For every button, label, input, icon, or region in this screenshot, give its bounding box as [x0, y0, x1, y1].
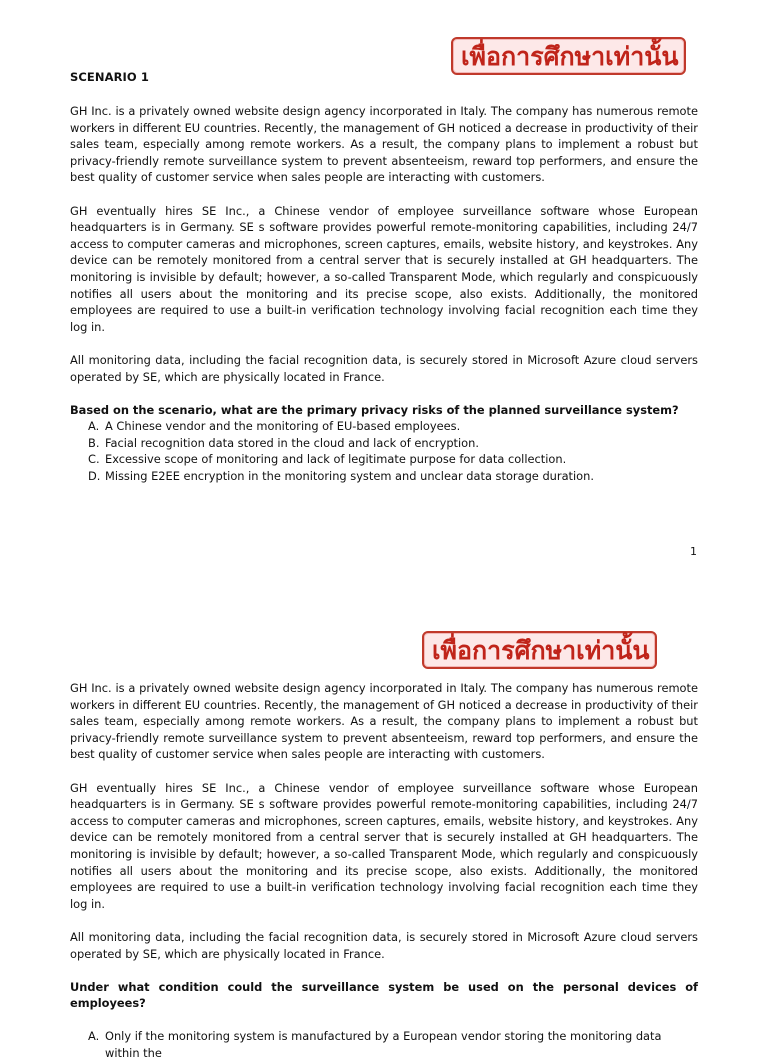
question-text: Under what condition could the surveillance system be used on the personal devices of employees? — [70, 979, 698, 1011]
option-text: Facial recognition data stored in the cloud and lack of encryption. — [105, 435, 479, 450]
page-gap — [0, 580, 768, 600]
answer-option — [88, 418, 698, 435]
question-text: Based on the scenario, what are the primary privacy risks of the planned surveillance system? — [70, 402, 679, 417]
answer-option — [88, 1028, 698, 1061]
scenario-heading: SCENARIO 1 — [70, 70, 150, 84]
paragraph: All monitoring data, including the facial recognition data, is securely stored in Microsoft Azure cloud servers operated by SE, which are physically located in France. — [70, 929, 698, 961]
option-key: D. — [88, 469, 101, 484]
answer-options — [70, 1028, 698, 1061]
option-key: A. — [88, 1029, 100, 1044]
option-text: Excessive scope of monitoring and lack of legitimate purpose for data collection. — [105, 452, 567, 467]
paragraph: GH eventually hires SE Inc., a Chinese vendor of employee surveillance software whose European headquarters is in Germany. SE s software provides powerful remote-monitoring capabilities, including 24/7 access to computer cameras and microphones, screen captures, emails, website history, and keystrokes. Any device can be remotely monitored from a central server that is securely installed at GH headquarters. The monitoring is invisible by default; however, a so-called Transparent Mode, which regularly and conspicuously notifies all users about the monitoring and its precise scope, also exists. Additionally, the monitored employees are required to use a built-in verification technology involving facial recognition each time they log in. — [70, 780, 698, 911]
page-2-content — [70, 680, 698, 1062]
page-number: 1 — [690, 545, 697, 558]
option-text: Only if the monitoring system is manufactured by a European vendor storing the monitoring data within the — [105, 1029, 662, 1061]
paragraph: GH Inc. is a privately owned website design agency incorporated in Italy. The company has numerous remote workers in different EU countries. Recently, the management of GH noticed a decrease in productivity of their sales team, especially among remote workers. As a result, the company plans to implement a robust but privacy-friendly remote surveillance system to prevent absenteeism, reward top performers, and ensure the best quality of customer service when sales people are interacting with customers. — [70, 681, 698, 762]
option-key: C. — [88, 452, 100, 467]
answer-options — [70, 418, 698, 484]
watermark-stamp: เพื่อการศึกษาเท่านั้น — [451, 37, 686, 75]
answer-option — [88, 468, 698, 485]
answer-option — [88, 451, 698, 468]
answer-option — [88, 435, 698, 452]
option-text: Missing E2EE encryption in the monitoring system and unclear data storage duration. — [105, 469, 594, 484]
option-text: A Chinese vendor and the monitoring of EU-based employees. — [105, 419, 461, 434]
paragraph: GH Inc. is a privately owned website design agency incorporated in Italy. The company has numerous remote workers in different EU countries. Recently, the management of GH noticed a decrease in productivity of their sales team, especially among remote workers. As a result, the company plans to implement a robust but privacy-friendly remote surveillance system to prevent absenteeism, reward top performers, and ensure the best quality of customer service when sales people are interacting with customers. — [70, 104, 698, 185]
paragraph: GH eventually hires SE Inc., a Chinese vendor of employee surveillance software whose European headquarters is in Germany. SE s software provides powerful remote-monitoring capabilities, including 24/7 access to computer cameras and microphones, screen captures, emails, website history, and keystrokes. Any device can be remotely monitored from a central server that is securely installed at GH headquarters. The monitoring is invisible by default; however, a so-called Transparent Mode, which regularly and conspicuously notifies all users about the monitoring and its precise scope, also exists. Additionally, the monitored employees are required to use a built-in verification technology involving facial recognition each time they log in. — [70, 203, 698, 334]
document-page-2 — [0, 600, 768, 1061]
option-key: B. — [88, 435, 100, 450]
page-1-content — [70, 103, 698, 485]
paragraph: All monitoring data, including the facial recognition data, is securely stored in Microsoft Azure cloud servers operated by SE, which are physically located in France. — [70, 352, 698, 384]
watermark-stamp: เพื่อการศึกษาเท่านั้น — [422, 631, 657, 669]
option-key: A. — [88, 419, 100, 434]
